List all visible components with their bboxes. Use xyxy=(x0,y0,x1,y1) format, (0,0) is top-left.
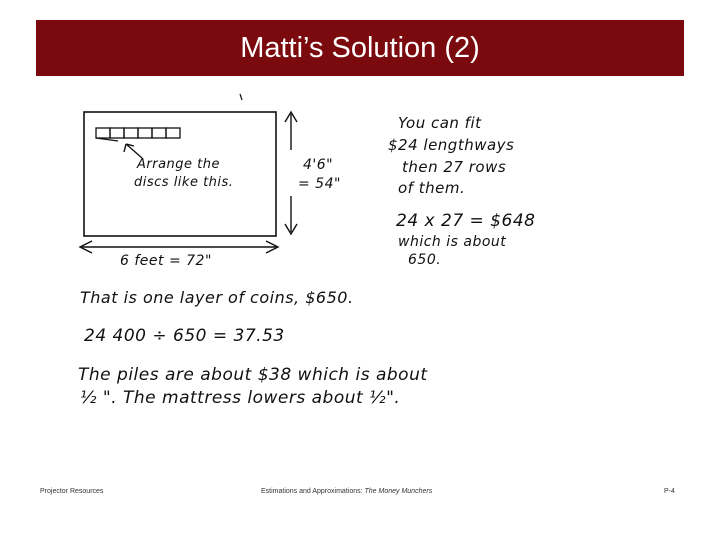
footer-left: Projector Resources xyxy=(40,488,104,495)
division-line: 24 400 ÷ 650 = 37.53 xyxy=(84,326,285,346)
conclusion-line2: ½ ". The mattress lowers about ½". xyxy=(80,388,401,408)
calc-line2: which is about xyxy=(398,234,507,250)
right-note-line2: $24 lengthways xyxy=(388,136,515,154)
tick-mark xyxy=(240,94,242,100)
footer-center-title: The Money Munchers xyxy=(364,488,433,495)
height-label-line1: 4'6" xyxy=(303,157,334,173)
right-note-line3: then 27 rows xyxy=(402,158,507,176)
height-dimension xyxy=(285,112,297,234)
arrange-note-line1: Arrange the xyxy=(137,157,221,172)
footer-center xyxy=(261,488,432,495)
right-note-line4: of them. xyxy=(398,179,466,197)
calc-line1: 24 x 27 = $648 xyxy=(396,211,536,231)
height-label-line2: = 54" xyxy=(298,176,341,192)
disc-row xyxy=(96,128,180,141)
right-note-line1: You can fit xyxy=(398,114,482,132)
footer-page: P-4 xyxy=(664,488,675,495)
note-arrow xyxy=(124,144,142,158)
width-label: 6 feet = 72" xyxy=(120,253,212,269)
calc-line3: 650. xyxy=(408,252,442,268)
arrange-note-line2: discs like this. xyxy=(134,175,234,190)
layer-line: That is one layer of coins, $650. xyxy=(80,288,354,307)
width-dimension xyxy=(80,241,278,253)
slide-title: Matti’s Solution (2) xyxy=(240,31,480,64)
conclusion-line1: The piles are about $38 which is about xyxy=(78,365,428,385)
footer-center-prefix: Estimations and Approximations: xyxy=(261,488,365,495)
